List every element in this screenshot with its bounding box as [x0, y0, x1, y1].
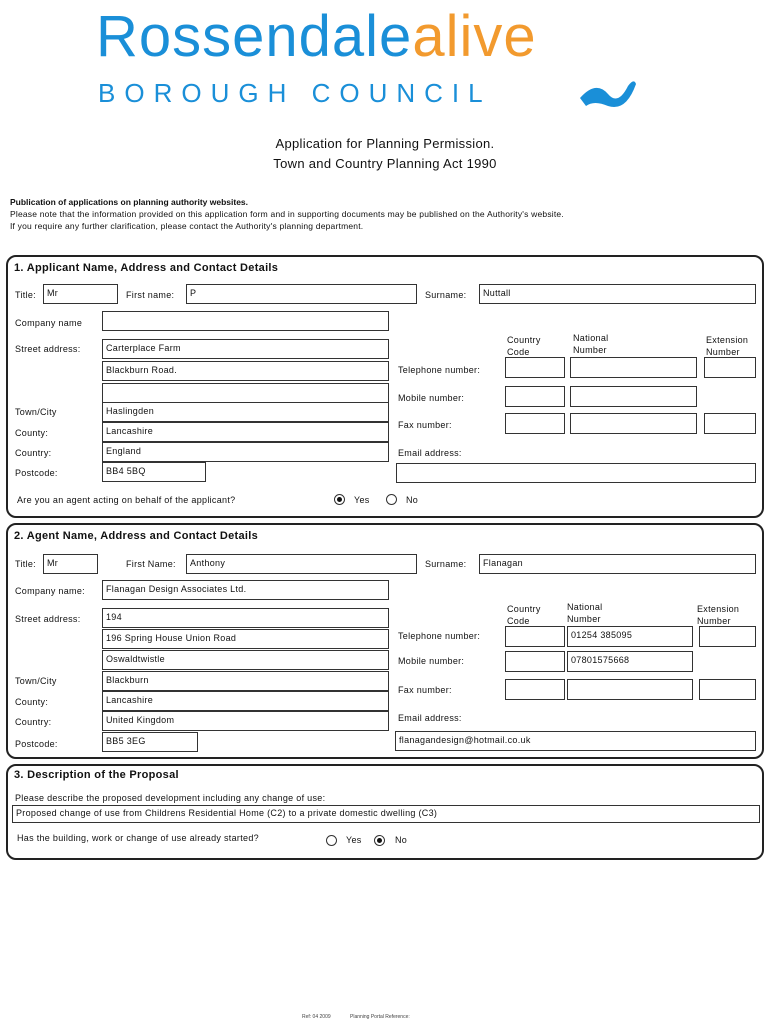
agent-col-country-code: Country Code — [507, 604, 541, 626]
agent-mobile-label: Mobile number: — [398, 656, 465, 666]
applicant-street-3[interactable] — [102, 383, 389, 403]
agent-county-label: County: — [15, 697, 49, 707]
agent-no-radio[interactable] — [386, 494, 397, 505]
applicant-first-name-label: First name: — [126, 290, 175, 300]
applicant-postcode-field[interactable]: BB4 5BQ — [102, 462, 206, 482]
notice-line-1: Please note that the information provided on this application form and in supporting documents may be published on the Authority's website. — [10, 209, 564, 219]
applicant-col-extension: Extension Number — [706, 335, 749, 357]
agent-tel-extension[interactable] — [699, 626, 756, 647]
applicant-fax-extension[interactable] — [704, 413, 756, 434]
agent-first-name-field[interactable]: Anthony — [186, 554, 417, 574]
agent-no-label: No — [406, 495, 419, 505]
agent-yes-radio[interactable] — [334, 494, 345, 505]
logo-wordmark — [96, 4, 537, 69]
applicant-street-label: Street address: — [15, 344, 81, 354]
agent-telephone-label: Telephone number: — [398, 631, 481, 641]
agent-tel-country-code[interactable] — [505, 626, 565, 647]
agent-col-extension: Extension Number — [697, 604, 740, 626]
applicant-street-2[interactable]: Blackburn Road. — [102, 361, 389, 381]
agent-email-label: Email address: — [398, 713, 462, 723]
footer-portal-reference: Planning Portal Reference: — [350, 1014, 410, 1020]
applicant-country-field[interactable]: England — [102, 442, 389, 462]
applicant-email-field[interactable] — [396, 463, 756, 483]
agent-fax-label: Fax number: — [398, 685, 452, 695]
agent-surname-label: Surname: — [425, 559, 467, 569]
notice-heading: Publication of applications on planning authority websites. — [10, 197, 249, 207]
applicant-town-field[interactable]: Haslingden — [102, 402, 389, 422]
applicant-company-label: Company name — [15, 318, 83, 328]
applicant-first-name-field[interactable]: P — [186, 284, 417, 304]
agent-fax-national[interactable] — [567, 679, 693, 700]
logo-swoosh-icon — [578, 76, 638, 114]
applicant-surname-label: Surname: — [425, 290, 467, 300]
agent-title-field[interactable]: Mr — [43, 554, 98, 574]
agent-street-2[interactable]: 196 Spring House Union Road — [102, 629, 389, 649]
applicant-title-label: Title: — [15, 290, 36, 300]
agent-mobile-country-code[interactable] — [505, 651, 565, 672]
started-yes-label: Yes — [346, 835, 362, 845]
applicant-company-field[interactable] — [102, 311, 389, 331]
applicant-fax-national[interactable] — [570, 413, 697, 434]
applicant-country-label: Country: — [15, 448, 52, 458]
agent-col-national: National Number — [567, 602, 603, 624]
logo-subtitle: BOROUGH COUNCIL — [98, 78, 492, 108]
started-question: Has the building, work or change of use already started? — [17, 833, 259, 843]
applicant-mobile-national[interactable] — [570, 386, 697, 407]
agent-country-label: Country: — [15, 717, 52, 727]
agent-company-field[interactable]: Flanagan Design Associates Ltd. — [102, 580, 389, 600]
agent-question: Are you an agent acting on behalf of the applicant? — [17, 495, 236, 505]
agent-fax-extension[interactable] — [699, 679, 756, 700]
agent-tel-national[interactable]: 01254 385095 — [567, 626, 693, 647]
notice-line-2: If you require any further clarification, please contact the Authority's planning department. — [10, 221, 364, 231]
agent-title-label: Title: — [15, 559, 36, 569]
applicant-town-label: Town/City — [15, 407, 57, 417]
agent-street-3[interactable]: Oswaldtwistle — [102, 650, 389, 670]
section-proposal-title: 3. Description of the Proposal — [14, 769, 179, 781]
applicant-title-field[interactable]: Mr — [43, 284, 118, 304]
applicant-street-1[interactable]: Carterplace Farm — [102, 339, 389, 359]
applicant-surname-field[interactable]: Nuttall — [479, 284, 756, 304]
applicant-tel-national[interactable] — [570, 357, 697, 378]
logo-text-rossendale: Rossendale — [96, 4, 413, 69]
applicant-email-label: Email address: — [398, 448, 462, 458]
section-agent-title: 2. Agent Name, Address and Contact Details — [14, 530, 259, 542]
agent-mobile-national[interactable]: 07801575668 — [567, 651, 693, 672]
started-yes-radio[interactable] — [326, 835, 337, 846]
applicant-county-field[interactable]: Lancashire — [102, 422, 389, 442]
agent-county-field[interactable]: Lancashire — [102, 691, 389, 711]
agent-yes-label: Yes — [354, 495, 370, 505]
applicant-fax-country-code[interactable] — [505, 413, 565, 434]
proposal-describe-label: Please describe the proposed development including any change of use: — [15, 793, 326, 803]
footer-ref: Ref: 04 2009 — [302, 1014, 331, 1020]
agent-first-name-label: First Name: — [126, 559, 176, 569]
section-applicant-title: 1. Applicant Name, Address and Contact Details — [14, 262, 279, 274]
agent-postcode-field[interactable]: BB5 3EG — [102, 732, 198, 752]
agent-postcode-label: Postcode: — [15, 739, 58, 749]
agent-surname-field[interactable]: Flanagan — [479, 554, 756, 574]
applicant-col-country-code: Country Code — [507, 335, 541, 357]
form-subtitle: Town and Country Planning Act 1990 — [273, 156, 497, 171]
agent-street-1[interactable]: 194 — [102, 608, 389, 628]
logo-text-alive: alive — [412, 4, 537, 69]
started-no-radio[interactable] — [374, 835, 385, 846]
proposal-description-field[interactable]: Proposed change of use from Childrens Residential Home (C2) to a private domestic dwelling (C3) — [12, 805, 760, 823]
applicant-fax-label: Fax number: — [398, 420, 452, 430]
applicant-telephone-label: Telephone number: — [398, 365, 481, 375]
agent-email-field[interactable]: flanagandesign@hotmail.co.uk — [395, 731, 756, 751]
applicant-col-national: National Number — [573, 333, 609, 355]
agent-fax-country-code[interactable] — [505, 679, 565, 700]
applicant-tel-country-code[interactable] — [505, 357, 565, 378]
agent-company-label: Company name: — [15, 586, 85, 596]
form-title: Application for Planning Permission. — [275, 136, 495, 151]
applicant-county-label: County: — [15, 428, 49, 438]
applicant-mobile-country-code[interactable] — [505, 386, 565, 407]
applicant-postcode-label: Postcode: — [15, 468, 58, 478]
agent-street-label: Street address: — [15, 614, 81, 624]
applicant-tel-extension[interactable] — [704, 357, 756, 378]
started-no-label: No — [395, 835, 408, 845]
applicant-mobile-label: Mobile number: — [398, 393, 465, 403]
agent-town-label: Town/City — [15, 676, 57, 686]
agent-country-field[interactable]: United Kingdom — [102, 711, 389, 731]
agent-town-field[interactable]: Blackburn — [102, 671, 389, 691]
